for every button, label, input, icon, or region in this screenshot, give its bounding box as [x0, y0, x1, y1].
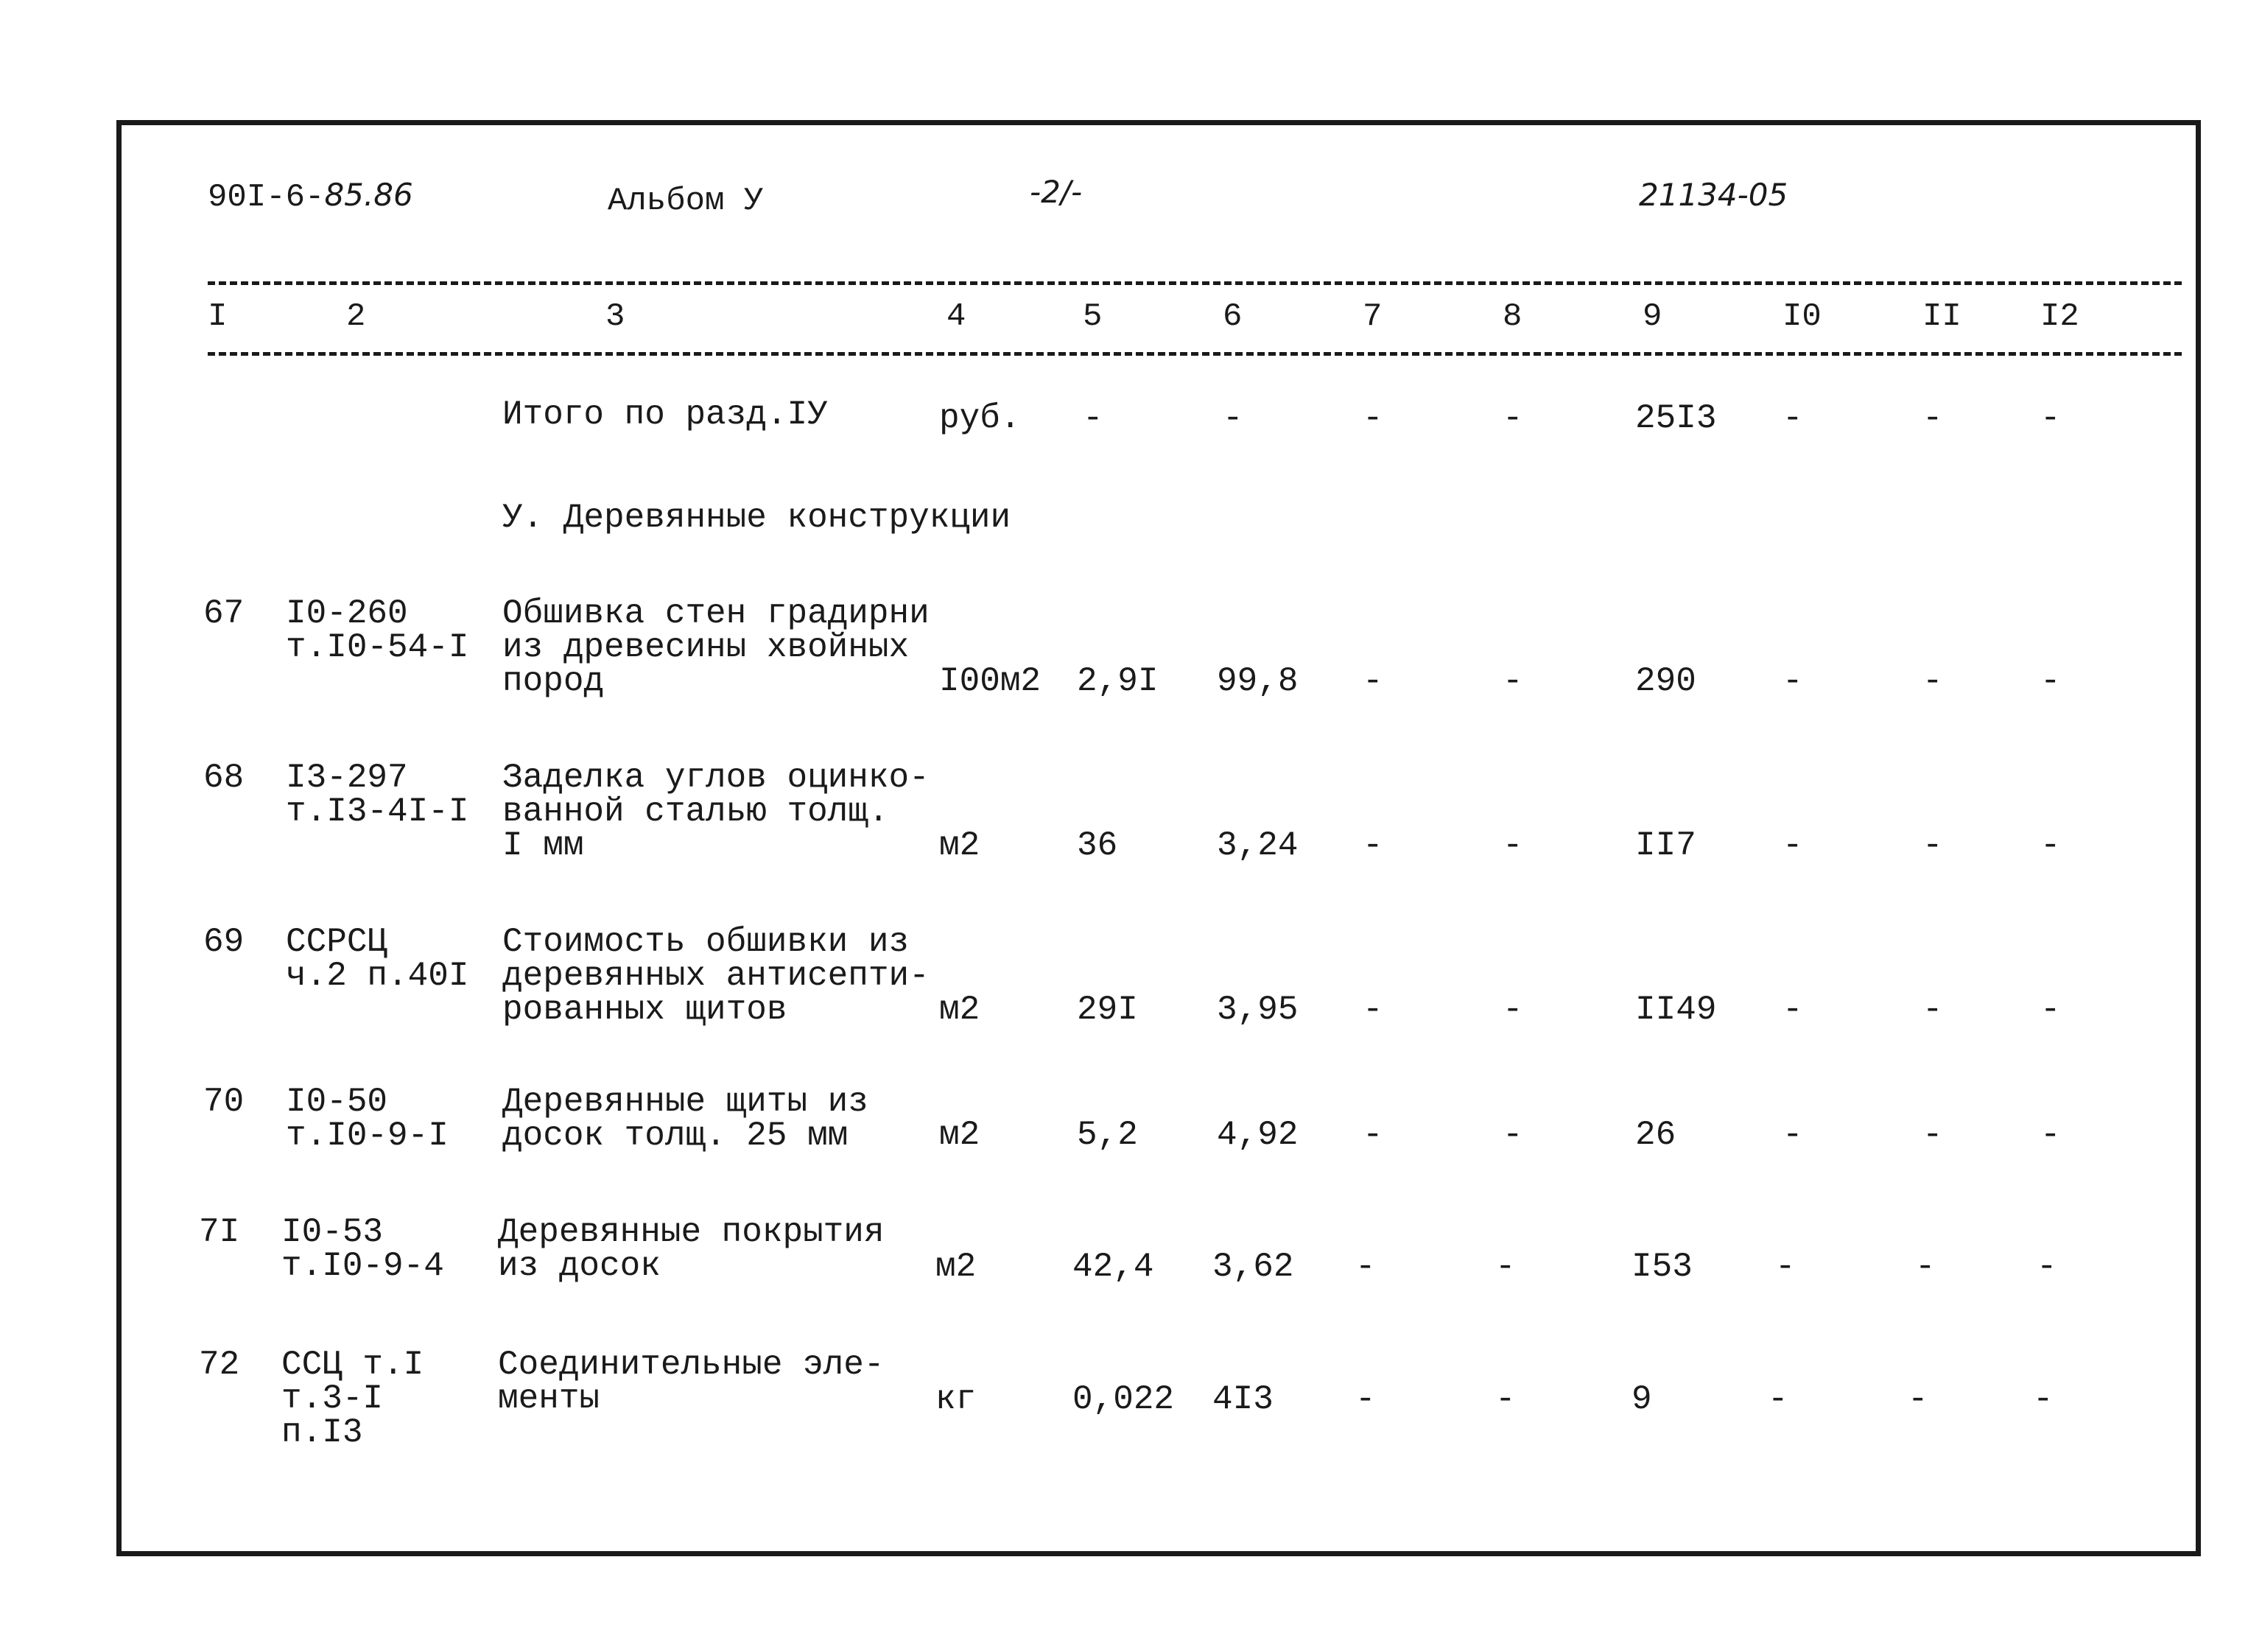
- row-code: ССЦ т.I т.3-I п.I3: [281, 1346, 424, 1452]
- row-c7: -: [1363, 991, 1383, 1029]
- row-c12: -: [2040, 662, 2061, 700]
- row-number: 70: [203, 1083, 245, 1121]
- row-code: I0-50 т.I0-9-I: [286, 1083, 449, 1155]
- row-unit: кг: [935, 1380, 977, 1419]
- row-number: 68: [203, 759, 245, 797]
- col-num-5: 5: [1083, 298, 1103, 335]
- row-c9: II49: [1635, 991, 1717, 1029]
- doc-code-handwritten: 85.86: [324, 177, 413, 213]
- subtotal-c6: -: [1223, 399, 1243, 437]
- subtotal-c8: -: [1503, 399, 1523, 437]
- row-number: 69: [203, 923, 245, 961]
- col-num-2: 2: [346, 298, 366, 335]
- subtotal-c7: -: [1363, 399, 1383, 437]
- row-description: Заделка углов оцинко- ванной сталью толщ. I мм: [502, 759, 930, 865]
- subtotal-c9: 25I3: [1635, 399, 1717, 437]
- row-c8: -: [1495, 1380, 1516, 1419]
- row-c8: -: [1503, 826, 1523, 865]
- col-num-10: I0: [1782, 298, 1822, 335]
- row-c8: -: [1503, 662, 1523, 700]
- subtotal-label: Итого по разд.IУ: [502, 396, 828, 434]
- row-c6: 3,24: [1217, 826, 1299, 865]
- row-c11: -: [1922, 662, 1943, 700]
- row-c9: 9: [1631, 1380, 1652, 1419]
- col-num-3: 3: [605, 298, 625, 335]
- row-c10: -: [1768, 1380, 1788, 1419]
- row-c5: 42,4: [1072, 1248, 1154, 1286]
- row-c5: 2,9I: [1077, 662, 1159, 700]
- col-num-9: 9: [1643, 298, 1662, 335]
- doc-code: 90I-6-85.86: [208, 177, 413, 216]
- row-c7: -: [1363, 826, 1383, 865]
- row-c8: -: [1503, 991, 1523, 1029]
- row-c11: -: [1915, 1248, 1936, 1286]
- row-c9: II7: [1635, 826, 1696, 865]
- row-c12: -: [2040, 991, 2061, 1029]
- row-c6: 3,62: [1212, 1248, 1294, 1286]
- row-c6: 3,95: [1217, 991, 1299, 1029]
- col-num-1: I: [208, 298, 228, 335]
- row-description: Обшивка стен градирни из древесины хвойных пород: [502, 594, 930, 700]
- row-c8: -: [1503, 1116, 1523, 1154]
- row-c9: 26: [1635, 1116, 1676, 1154]
- col-num-7: 7: [1363, 298, 1383, 335]
- row-c6: 4,92: [1217, 1116, 1299, 1154]
- row-c7: -: [1355, 1248, 1376, 1286]
- row-code: I3-297 т.I3-4I-I: [286, 759, 469, 831]
- row-c10: -: [1782, 826, 1803, 865]
- row-c11: -: [1922, 991, 1943, 1029]
- row-c7: -: [1363, 1116, 1383, 1154]
- col-num-6: 6: [1223, 298, 1243, 335]
- subtotal-c11: -: [1922, 399, 1943, 437]
- row-code: ССРСЦ ч.2 п.40I: [286, 923, 469, 995]
- row-c9: I53: [1631, 1248, 1693, 1286]
- sheet-number: 21134-05: [1639, 177, 1788, 213]
- row-description: Соединительные эле- менты: [498, 1346, 885, 1418]
- row-number: 72: [199, 1346, 240, 1384]
- row-c5: 5,2: [1077, 1116, 1138, 1154]
- row-c5: 36: [1077, 826, 1118, 865]
- row-c12: -: [2037, 1248, 2057, 1286]
- subtotal-c10: -: [1782, 399, 1803, 437]
- row-c7: -: [1363, 662, 1383, 700]
- page-number: -2/-: [1030, 174, 1083, 210]
- row-c9: 290: [1635, 662, 1696, 700]
- row-code: I0-53 т.I0-9-4: [281, 1213, 444, 1285]
- header-rule-bottom: [208, 352, 2182, 356]
- row-c6: 99,8: [1217, 662, 1299, 700]
- row-c11: -: [1922, 1116, 1943, 1154]
- row-c12: -: [2040, 826, 2061, 865]
- row-description: Деревянные щиты из досок толщ. 25 мм: [502, 1083, 868, 1155]
- row-c11: -: [1922, 826, 1943, 865]
- album-label: Альбом У: [608, 183, 764, 219]
- row-description: Деревянные покрытия из досок: [498, 1213, 885, 1285]
- row-description: Стоимость обшивки из деревянных антисепти- рованных щитов: [502, 923, 930, 1029]
- row-unit: м2: [939, 991, 980, 1029]
- row-c5: 0,022: [1072, 1380, 1175, 1419]
- row-c10: -: [1782, 1116, 1803, 1154]
- subtotal-c12: -: [2040, 399, 2061, 437]
- page-frame: [116, 120, 2201, 1556]
- row-unit: м2: [935, 1248, 977, 1286]
- row-c12: -: [2040, 1116, 2061, 1154]
- row-c10: -: [1782, 991, 1803, 1029]
- row-c10: -: [1782, 662, 1803, 700]
- row-c8: -: [1495, 1248, 1516, 1286]
- row-c6: 4I3: [1212, 1380, 1274, 1419]
- col-num-12: I2: [2040, 298, 2079, 335]
- header-rule-top: [208, 281, 2182, 285]
- col-num-11: II: [1922, 298, 1961, 335]
- row-unit: м2: [939, 1116, 980, 1154]
- section-title: У. Деревянные конструкции: [502, 499, 1011, 537]
- col-num-4: 4: [946, 298, 966, 335]
- row-number: 7I: [199, 1213, 240, 1251]
- row-c11: -: [1908, 1380, 1928, 1419]
- row-unit: I00м2: [939, 662, 1042, 700]
- row-number: 67: [203, 594, 245, 633]
- subtotal-c5: -: [1083, 399, 1103, 437]
- row-code: I0-260 т.I0-54-I: [286, 594, 469, 667]
- row-c5: 29I: [1077, 991, 1138, 1029]
- col-num-8: 8: [1503, 298, 1522, 335]
- row-c7: -: [1355, 1380, 1376, 1419]
- subtotal-unit: руб.: [939, 399, 1021, 437]
- row-unit: м2: [939, 826, 980, 865]
- row-c12: -: [2033, 1380, 2054, 1419]
- row-c10: -: [1775, 1248, 1796, 1286]
